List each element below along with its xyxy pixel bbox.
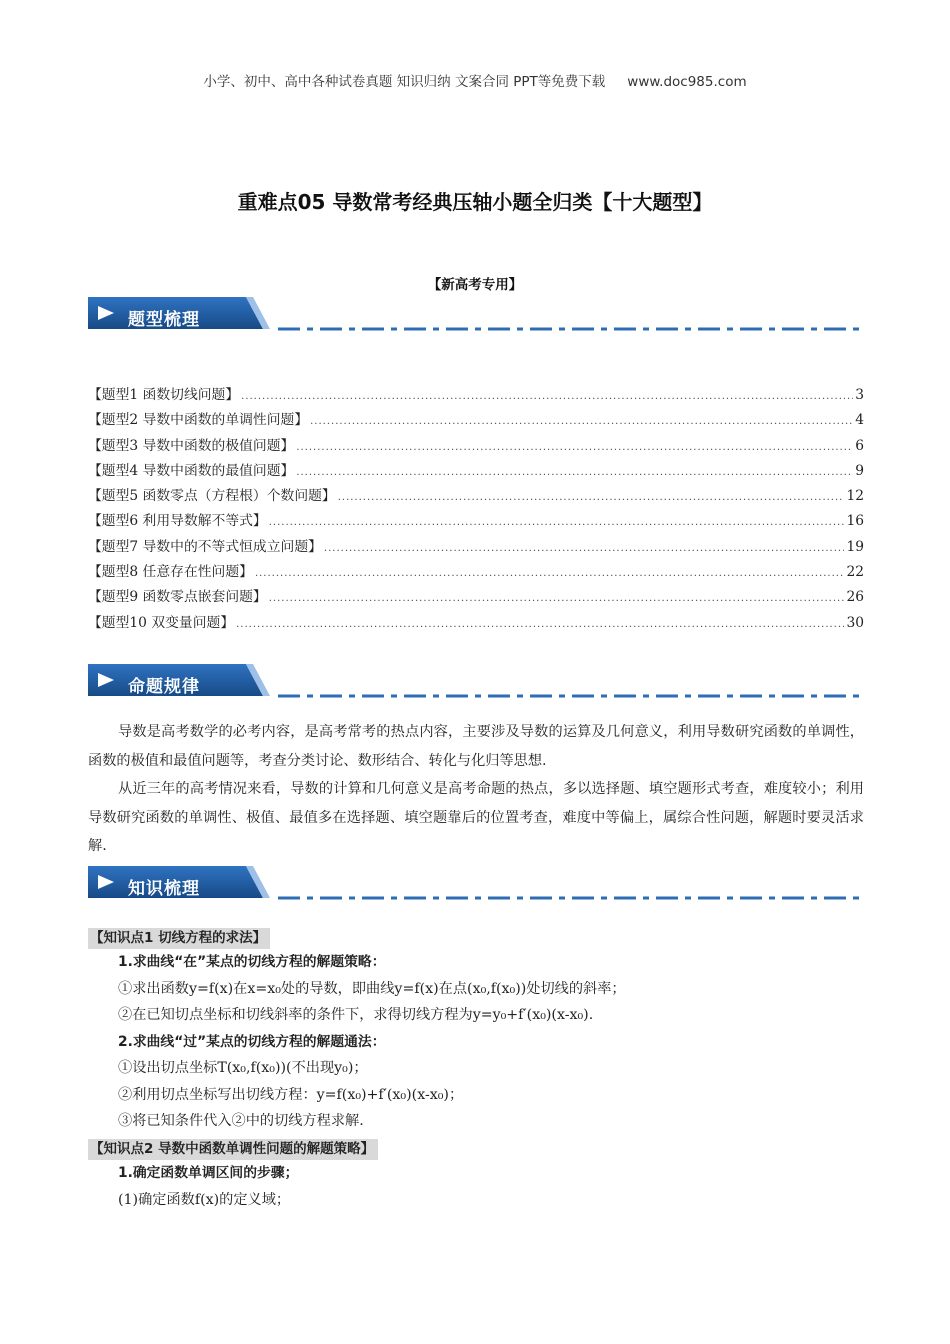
kp-line: ②在已知切点坐标和切线斜率的条件下，求得切线方程为y=y₀+f′(x₀)(x-x₀). xyxy=(118,1007,594,1023)
header-banner-text: 小学、初中、高中各种试卷真题 知识归纳 文案合同 PPT等免费下载 xyxy=(203,74,606,90)
kp-line: ①设出切点坐标T(x₀,f(x₀))(不出现y₀)； xyxy=(118,1060,368,1076)
kp-line: ③将已知条件代入②中的切线方程求解. xyxy=(118,1113,364,1129)
toc-item[interactable]: 【题型3 导数中函数的极值问题】 ..... 6 xyxy=(88,434,864,459)
knowledge-point-1 xyxy=(88,928,864,1135)
toc-item[interactable]: 【题型8 任意存在性问题】 ..... 22 xyxy=(88,560,864,585)
document-title: 重难点05 导数常考经典压轴小题全归类【十大题型】 xyxy=(237,190,713,214)
toc-item[interactable]: 【题型6 利用导数解不等式】 ..... 16 xyxy=(88,509,864,534)
knowledge-point-title: 【知识点1 切线方程的求法】 xyxy=(88,928,270,949)
page-header xyxy=(0,70,950,90)
toc-item[interactable]: 【题型7 导数中的不等式恒成立问题】 ..... 19 xyxy=(88,535,864,560)
kp-line: (1)确定函数f(x)的定义域； xyxy=(118,1191,291,1208)
knowledge-point-title: 【知识点2 导数中函数单调性问题的解题策略】 xyxy=(88,1139,378,1160)
section-title-rules: 命题规律 xyxy=(128,677,200,697)
section-title-types: 题型梳理 xyxy=(128,310,200,330)
rules-paragraph-1: 导数是高考数学的必考内容，是高考常考的热点内容，主要涉及导数的运算及几何意义，利用导数研究函数的单调性，函数的极值和最值问题等，考查分类讨论、数形结合、转化与化归等思想. xyxy=(88,724,864,769)
header-site-link[interactable]: www.doc985.com xyxy=(627,74,747,90)
section-header-rules xyxy=(88,664,863,704)
table-of-contents xyxy=(88,383,864,636)
section-title-knowledge: 知识梳理 xyxy=(128,879,200,899)
rules-paragraph-2: 从近三年的高考情况来看，导数的计算和几何意义是高考命题的热点，多以选择题、填空题形式考查，难度较小；利用导数研究函数的单调性、极值、最值多在选择题、填空题靠后的位置考查，难度中等偏上，属综合性问题，解题时要灵活求解. xyxy=(88,781,864,854)
toc-item[interactable]: 【题型1 函数切线问题】 ..... 3 xyxy=(88,383,864,408)
section-banner-graphic xyxy=(88,297,863,337)
toc-item[interactable]: 【题型9 函数零点嵌套问题】 ..... 26 xyxy=(88,585,864,610)
section-banner-graphic xyxy=(88,866,863,906)
kp-line: 1.确定函数单调区间的步骤； xyxy=(118,1165,299,1181)
kp-line: 1.求曲线“在”某点的切线方程的解题策略： xyxy=(118,954,386,970)
section-banner-graphic xyxy=(88,664,863,704)
toc-item[interactable]: 【题型10 双变量问题】 ..... 30 xyxy=(88,611,864,636)
toc-item[interactable]: 【题型2 导数中函数的单调性问题】 ..... 4 xyxy=(88,408,864,433)
toc-item[interactable]: 【题型4 导数中函数的最值问题】 ..... 9 xyxy=(88,459,864,484)
toc-item[interactable]: 【题型5 函数零点（方程根）个数问题】 ..... 12 xyxy=(88,484,864,509)
document-subtitle: 【新高考专用】 xyxy=(427,277,523,293)
section-header-knowledge xyxy=(88,866,863,906)
knowledge-point-2 xyxy=(88,1139,864,1213)
section-header-types xyxy=(88,297,863,337)
kp-line: ②利用切点坐标写出切线方程：y=f(x₀)+f′(x₀)(x-x₀)； xyxy=(118,1086,464,1103)
kp-line: 2.求曲线“过”某点的切线方程的解题通法： xyxy=(118,1033,386,1050)
kp-line: ①求出函数y=f(x)在x=x₀处的导数，即曲线y=f(x)在点(x₀,f(x₀))处切线的斜率； xyxy=(118,980,626,997)
